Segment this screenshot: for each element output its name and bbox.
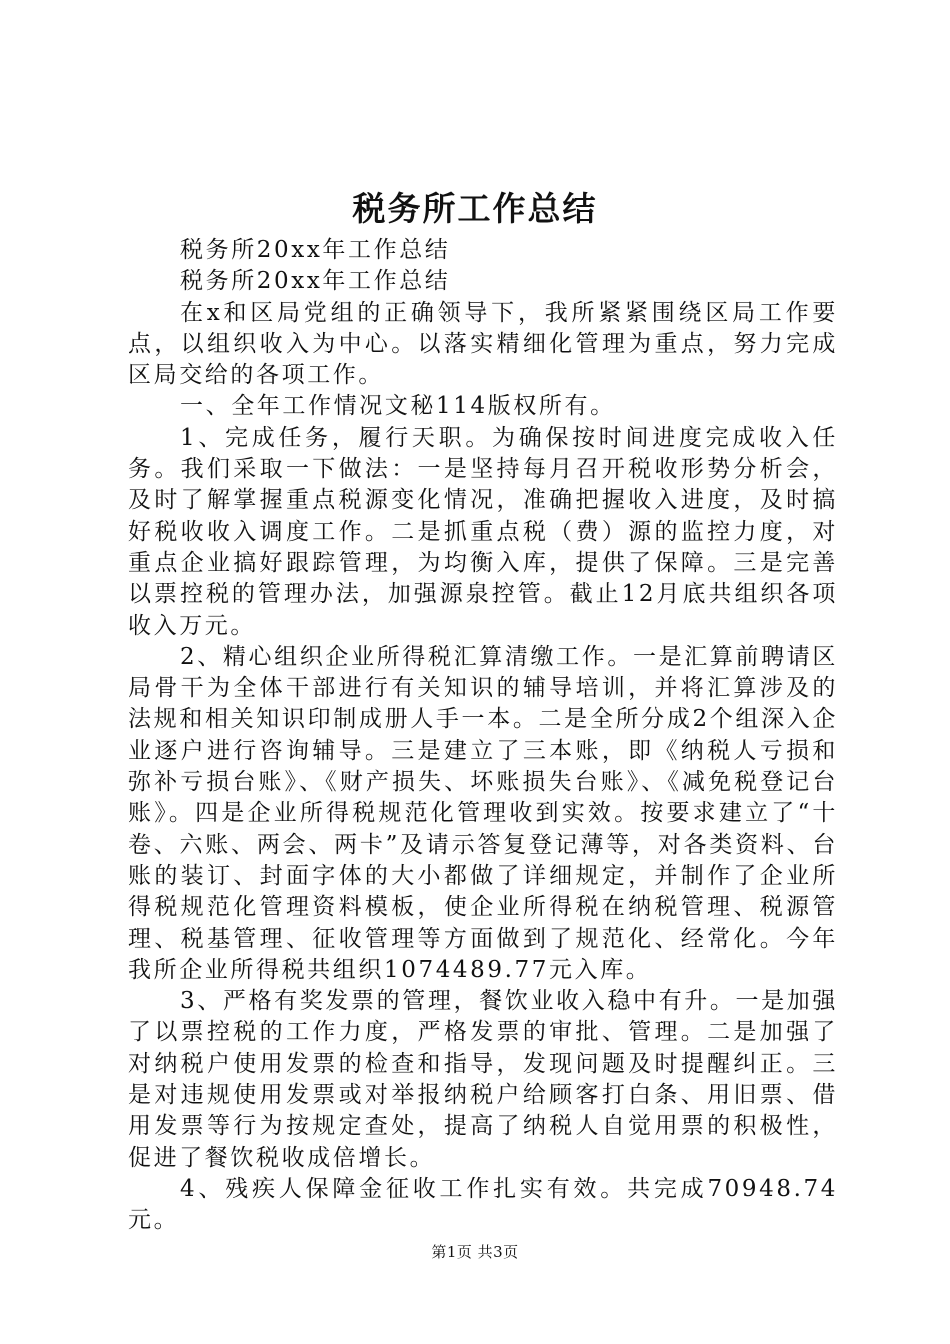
body-paragraph: 4、残疾人保障金征收工作扎实有效。共完成70948.74元。 bbox=[128, 1175, 838, 1234]
body-paragraph: 2、精心组织企业所得税汇算清缴工作。一是汇算前聘请区局骨干为全体干部进行有关知识的辅导培训，并将汇算涉及的法规和相关知识印制成册人手一本。二是全所分成2个组深入企业逐户进行咨询辅导。三是建立了三本账，即《纳税人亏损和弥补亏损台账》、《财产损失、坏账损失台账》、《减免税登记台账》。四是企业所得税规范化管理收到实效。按要求建立了“十卷、六账、两会、两卡”及请示答复登记薄等，对各类资料、台账的装订、封面字体的大小都做了详细规定，并制作了企业所得税规范化管理资料模板，使企业所得税在纳税管理、税源管理、税基管理、征收管理等方面做到了规范化、经常化。今年我所企业所得税共组织1074489.77元入库。 bbox=[128, 643, 838, 983]
intro-paragraph: 在x和区局党组的正确领导下，我所紧紧围绕区局工作要点，以组织收入为中心。以落实精细化管理为重点，努力完成区局交给的各项工作。 bbox=[128, 299, 838, 389]
subtitle-line: 税务所20xx年工作总结 bbox=[180, 268, 451, 295]
document-title: 税务所工作总结 bbox=[352, 189, 598, 228]
subtitle-line: 税务所20xx年工作总结 bbox=[180, 237, 451, 263]
page-footer: 第1页 共3页 bbox=[431, 1243, 519, 1261]
body-paragraph: 3、严格有奖发票的管理，餐饮业收入稳中有升。一是加强了以票控税的工作力度，严格发票的审批、管理。二是加强了对纳税户使用发票的检查和指导，发现问题及时提醒纠正。三是对违规使用发票或对举报纳税户给顾客打白条、用旧票、借用发票等行为按规定查处，提高了纳税人自觉用票的积极性，促进了餐饮税收成倍增长。 bbox=[128, 988, 838, 1171]
document-body bbox=[128, 235, 838, 1237]
body-paragraph: 1、完成任务，履行天职。为确保按时间进度完成收入任务。我们采取一下做法：一是坚持每月召开税收形势分析会，及时了解掌握重点税源变化情况，准确把握收入进度，及时搞好税收收入调度工作。二是抓重点税（费）源的监控力度，对重点企业搞好跟踪管理，为均衡入库，提供了保障。三是完善以票控税的管理办法，加强源泉控管。截止12月底共组织各项收入万元。 bbox=[128, 424, 838, 639]
section-heading: 一、全年工作情况文秘114版权所有。 bbox=[180, 393, 616, 420]
